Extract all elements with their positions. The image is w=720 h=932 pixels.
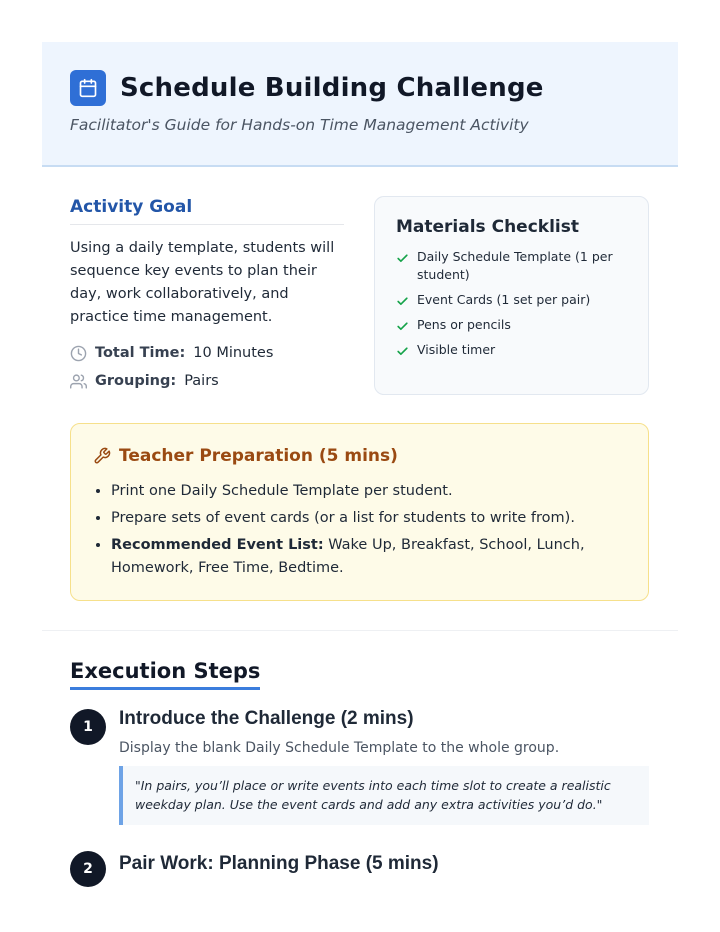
title-row [70,70,650,106]
total-time-value: 10 Minutes [193,345,274,361]
grouping-label: Grouping: [95,373,177,389]
materials-item-label: Daily Schedule Template (1 per student) [417,249,613,282]
activity-goal [70,197,344,395]
calendar-icon [70,70,106,106]
step-number: 2 [70,851,106,887]
step-body [119,853,649,875]
materials-item-label: Event Cards (1 set per pair) [417,292,591,307]
teacher-prep-list [93,480,626,580]
wrench-icon [93,447,111,465]
prep-item: • Print one Daily Schedule Template per student. [111,480,626,503]
materials-list [396,248,628,359]
activity-meta [70,339,344,395]
prep-item-event-list [111,534,626,580]
step-title: Introduce the Challenge (2 mins) [119,708,414,729]
total-time-row [70,339,344,367]
users-icon [70,373,87,390]
materials-item [396,316,628,334]
clock-icon [70,345,87,362]
check-icon [396,295,409,308]
step-number: 1 [70,709,106,745]
materials-card [374,196,649,395]
prep-item: • Prepare sets of event cards (or a list for students to write from). [111,507,626,530]
execution-step-1 [70,708,649,825]
execution-heading-wrap [70,659,260,690]
step-quote: "In pairs, you’ll place or write events into each time slot to create a realistic weekday plan. Use the event cards and add any extra activities you’d do." [119,766,649,825]
check-icon [396,252,409,265]
teacher-prep-header [93,446,626,466]
step-description: Display the blank Daily Schedule Template to the whole group. [119,740,560,756]
check-icon [396,345,409,358]
page-subtitle: Facilitator's Guide for Hands-on Time Management Activity [70,116,529,134]
execution-step-2 [70,853,649,875]
step-title: Pair Work: Planning Phase (5 mins) [119,853,439,874]
materials-item [396,341,628,359]
page-title: Schedule Building Challenge [120,73,544,103]
activity-goal-text: Using a daily template, students will sequence key events to plan their day, work collaboratively, and practice time management. [70,240,335,325]
teacher-prep-card [70,423,649,601]
teacher-prep-heading: Teacher Preparation (5 mins) [119,446,398,466]
page-header [42,42,678,167]
step-body [119,708,649,825]
check-icon [396,320,409,333]
materials-item [396,248,628,284]
materials-item-label: Pens or pencils [417,317,511,332]
overview-section [42,167,678,423]
activity-goal-heading: Activity Goal [70,197,344,225]
total-time-label: Total Time: [95,345,186,361]
section-divider [42,630,678,631]
materials-item-label: Visible timer [417,342,496,357]
materials-heading: Materials Checklist [396,217,579,237]
grouping-value: Pairs [184,373,219,389]
execution-heading: Execution Steps [70,659,260,690]
event-list-label: Recommended Event List: [111,537,324,553]
materials-item [396,291,628,309]
event-list-text: Wake Up, Breakfast, School, Lunch, Homework, Free Time, Bedtime. [111,537,585,576]
guide-page [42,42,678,875]
grouping-row [70,367,344,395]
